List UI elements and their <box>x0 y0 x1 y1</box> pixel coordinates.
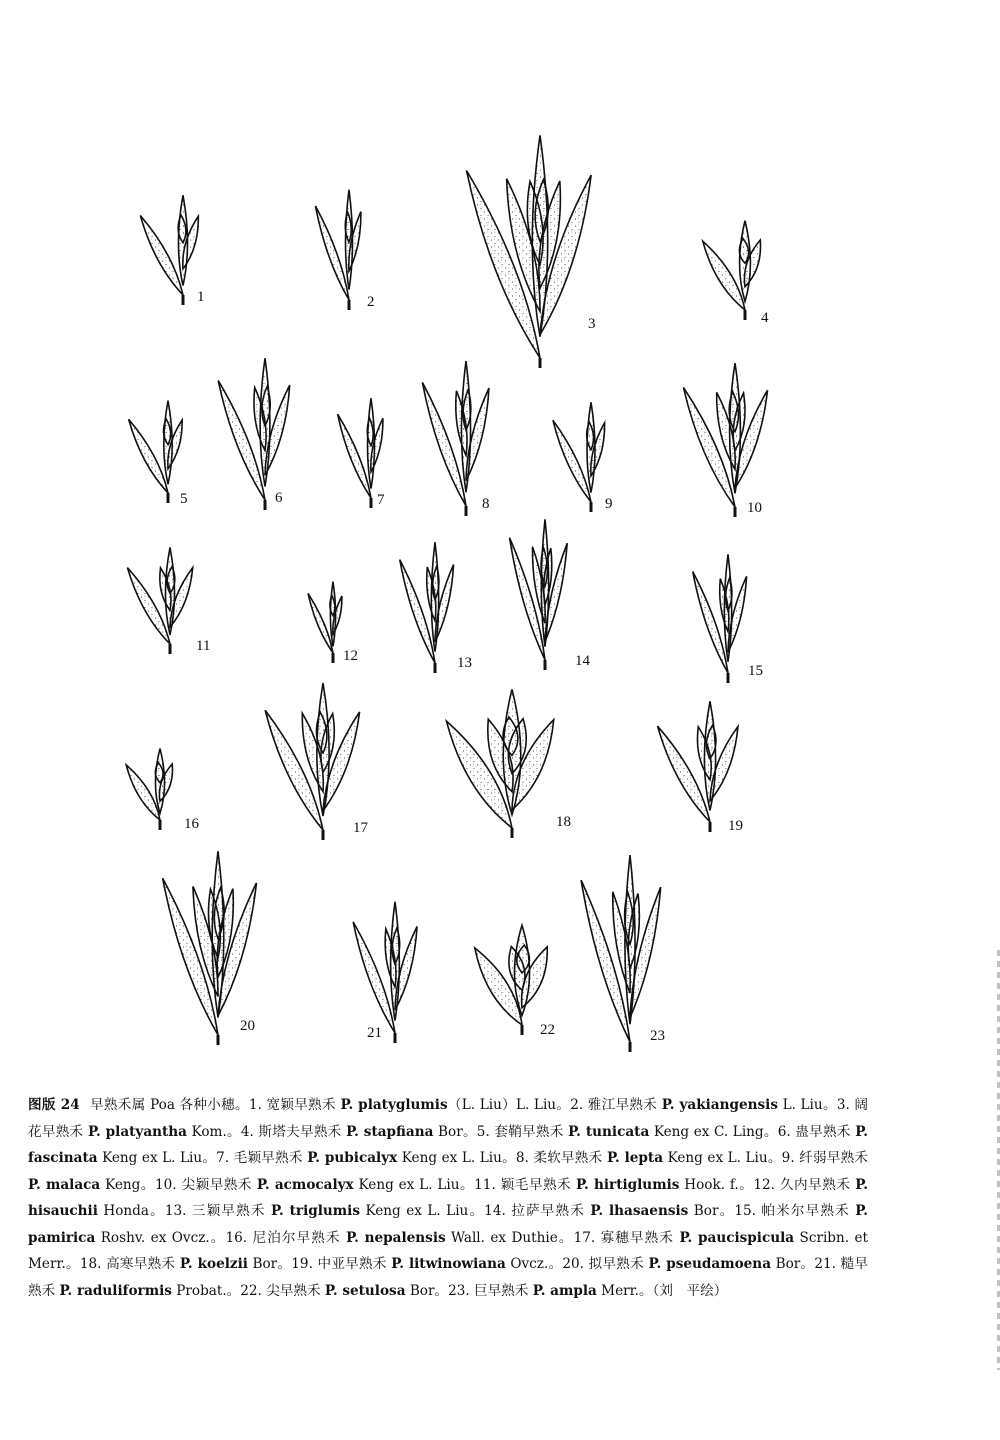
plate-caption <box>28 1092 868 1304</box>
figure-number: 4 <box>761 310 769 326</box>
caption-text: Bor。23. 巨早熟禾 <box>405 1282 533 1299</box>
spikelet-figure-23 <box>581 855 665 1052</box>
figure-number: 16 <box>184 816 199 832</box>
caption-text: Bor。5. 套鞘早熟禾 <box>433 1123 569 1140</box>
species-name: P. lhasaensis <box>590 1203 689 1219</box>
figure-number: 20 <box>240 1018 255 1034</box>
species-name: P. yakiangensis <box>661 1097 778 1113</box>
figure-number: 19 <box>728 818 743 834</box>
spikelet-figure-16 <box>126 749 199 832</box>
figure-number: 2 <box>367 294 375 310</box>
caption-text: Scribn. et Merr.。18. 高寒早熟禾 <box>28 1229 869 1272</box>
species-name: P. litwinowiana <box>391 1256 506 1272</box>
figure-number: 12 <box>343 648 358 664</box>
spikelet-figure-17 <box>265 683 368 840</box>
spikelet-figure-12 <box>308 582 358 664</box>
spikelet-figure-9 <box>553 402 613 512</box>
spikelet-figure-22 <box>475 925 555 1038</box>
spikelet-figure-11 <box>127 547 210 654</box>
spikelet-figure-5 <box>129 401 188 507</box>
species-name: P. pseudamoena <box>648 1256 771 1272</box>
species-name: P. malaca <box>28 1176 101 1193</box>
species-name: P. fascinata <box>28 1123 868 1166</box>
figure-number: 21 <box>367 1025 382 1041</box>
species-name: P. paucispicula <box>679 1229 795 1246</box>
species-name: P. raduliformis <box>59 1282 172 1299</box>
caption-text: Roshv. ex Ovcz.。16. 尼泊尔早熟禾 <box>95 1229 347 1246</box>
spikelet-figure-8 <box>422 361 489 516</box>
species-name: P. setulosa <box>324 1282 406 1299</box>
species-name: P. koelzii <box>179 1256 248 1272</box>
figure-number: 18 <box>556 814 571 830</box>
caption-text: Merr.。（刘 平绘） <box>596 1282 728 1299</box>
figure-number: 13 <box>457 655 472 671</box>
species-name: P. hisauchii <box>28 1176 868 1219</box>
species-name: P. pubicalyx <box>307 1150 398 1166</box>
figure-number: 17 <box>353 820 368 836</box>
caption-text: Keng ex C. Ling。6. 蛊早熟禾 <box>649 1123 856 1140</box>
caption-text: Keng ex L. Liu。11. 颖毛早熟禾 <box>353 1176 577 1193</box>
spikelet-figure-10 <box>683 363 767 517</box>
figure-number: 23 <box>650 1028 665 1044</box>
figure-number: 8 <box>482 496 490 512</box>
figure-number: 7 <box>377 492 385 508</box>
caption-text: Keng ex L. Liu。14. 拉萨早熟禾 <box>359 1203 591 1219</box>
spikelet-figure-3 <box>466 135 595 368</box>
figure-number: 14 <box>575 653 590 669</box>
spikelet-figure-18 <box>446 689 571 838</box>
spikelet-figure-2 <box>315 190 374 310</box>
caption-text: Probat.。22. 尖早熟禾 <box>171 1282 325 1299</box>
figure-number: 6 <box>275 490 283 506</box>
caption-body <box>28 1097 868 1299</box>
caption-text: L. Liu。3. 阔花早熟禾 <box>28 1097 868 1140</box>
caption-text: （L. Liu）L. Liu。2. 雅江早熟禾 <box>447 1097 662 1113</box>
caption-text: Wall. ex Duthie。17. 寡穗早熟禾 <box>445 1229 680 1246</box>
spikelet-figure-14 <box>510 519 591 670</box>
species-name: P. pamirica <box>28 1203 868 1246</box>
spikelet-figure-4 <box>703 221 769 326</box>
caption-text: 早熟禾属 Poa 各种小穗。1. 宽颖早熟禾 <box>89 1097 341 1113</box>
caption-text: Keng。10. 尖颖早熟禾 <box>100 1176 257 1193</box>
species-name: P. platyantha <box>87 1123 187 1140</box>
figure-number: 9 <box>605 496 613 512</box>
caption-text: Hook. f.。12. 久内早熟禾 <box>679 1176 856 1193</box>
figure-number: 22 <box>540 1022 555 1038</box>
spikelet-figure-7 <box>338 398 385 508</box>
figure-number: 1 <box>197 289 205 305</box>
species-name: P. ampla <box>532 1282 597 1299</box>
figure-number: 11 <box>196 638 211 654</box>
plate-label: 图版 24 <box>28 1097 80 1113</box>
caption-text: Bor。15. 帕米尔早熟禾 <box>688 1203 856 1219</box>
caption-text: Keng ex L. Liu。8. 柔软早熟禾 <box>397 1150 607 1166</box>
figure-number: 3 <box>588 316 596 332</box>
caption-text: Bor。21. 糙早熟禾 <box>28 1256 868 1299</box>
caption-text: Ovcz.。20. 拟早熟禾 <box>505 1256 649 1272</box>
spikelet-figure-19 <box>658 701 743 834</box>
spikelet-figure-20 <box>163 851 257 1045</box>
caption-text: Kom.。4. 斯塔夫早熟禾 <box>187 1123 347 1140</box>
spikelet-figure-1 <box>140 195 204 305</box>
figure-number: 10 <box>747 500 762 516</box>
spikelet-figure-13 <box>400 542 472 673</box>
species-name: P. platyglumis <box>340 1097 448 1113</box>
figure-number: 5 <box>180 491 188 507</box>
spikelet-figure-15 <box>693 554 763 683</box>
species-name: P. nepalensis <box>346 1229 446 1246</box>
caption-text: Keng ex L. Liu。9. 纤弱早熟禾 <box>663 1150 869 1166</box>
spikelet-figure-21 <box>353 902 417 1043</box>
species-name: P. lepta <box>606 1150 664 1166</box>
species-name: P. stapfiana <box>346 1123 434 1140</box>
species-name: P. triglumis <box>271 1203 360 1219</box>
species-name: P. hirtiglumis <box>576 1176 680 1193</box>
figure-number: 15 <box>748 663 763 679</box>
species-name: P. acmocalyx <box>256 1176 354 1193</box>
caption-text: Bor。19. 中亚早熟禾 <box>247 1256 392 1272</box>
species-name: P. tunicata <box>568 1123 650 1140</box>
caption-text: Honda。13. 三颖早熟禾 <box>97 1203 272 1219</box>
spikelet-figure-6 <box>218 358 289 510</box>
caption-text: Keng ex L. Liu。7. 毛颖早熟禾 <box>97 1150 308 1166</box>
